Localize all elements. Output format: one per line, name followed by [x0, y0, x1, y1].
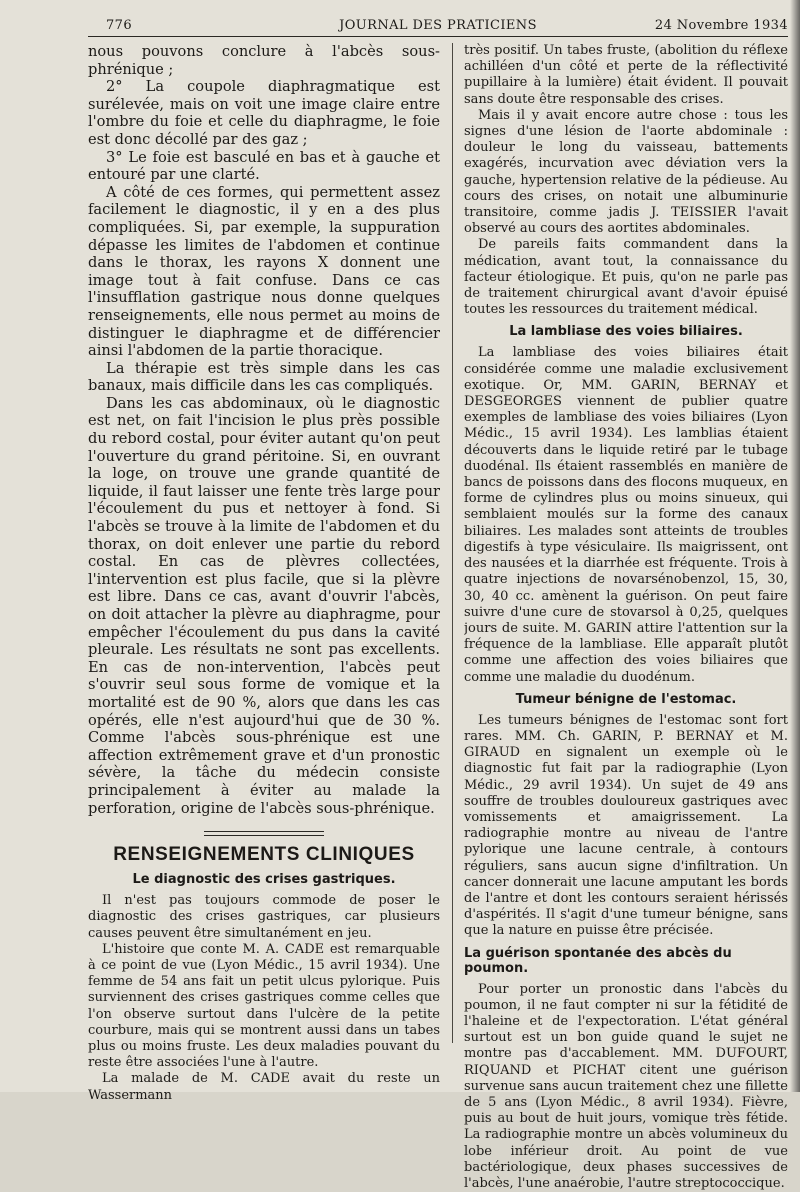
- paragraph: L'histoire que conte M. A. CADE est remarquable à ce point de vue (Lyon Médic., 15 avril 1934). Une femme de 54 ans fait un petit ulcus pylorique. Puis surviennent des crises gastriques comme celles que l'on observe surtout dans l'ulcère de la petite courbure, mais qui se montrent aussi dans un tabes plus ou moins fruste. Les deux maladies pouvant du reste être associées l'une à l'autre.: [88, 941, 440, 1071]
- page-number: 776: [106, 18, 133, 33]
- paragraph: La lambliase des voies biliaires était considérée comme une maladie exclusivement exotique. Or, MM. GARIN, BERNAY et DESGEORGES viennent de publier quatre exemples de lambliase des voies biliaires (Lyon Médic., 15 avril 1934). Les lamblias étaient découverts dans le liquide retiré par le tubage duodénal. Ils étaient rassemblés en manière de bancs de poissons dans des flocons muqueux, en forme de cylindres plus ou moins sinueux, qui semblaient moulés sur la forme des canaux biliaires. Les malades sont atteints de troubles digestifs à type vésiculaire. Ils maigrissent, ont des nausées et la diarrhée est fréquente. Trois à quatre injections de novarsénobenzol, 15, 30, 30, 40 cc. amènent la guérison. On peut faire suivre d'une cure de stovarsol à 0,25, quelques jours de suite. M. GARIN attire l'attention sur la fréquence de la lambliase. Elle apparaît plutôt comme une affection des voies biliaires que comme une maladie du duodénum.: [464, 345, 788, 685]
- paragraph: 3° Le foie est basculé en bas et à gauche et entouré par une clarté.: [88, 148, 440, 184]
- column-divider: [452, 43, 453, 1043]
- paragraph: Les tumeurs bénignes de l'estomac sont fort rares. MM. Ch. GARIN, P. BERNAY et M. GIRAUD en signalent un exemple où le diagnostic fut fait par la radiographie (Lyon Médic., 29 avril 1934). Un sujet de 49 ans souffre de troubles douloureux gastriques avec vomissements et amaigrissement. La radiographie montre au niveau de l'antre pylorique une lacune centrale, à contours réguliers, sans aucun signe d'infiltration. Un cancer donnerait une lacune amputant les bords de l'antre et dont les contours seraient hérissés d'aspérités. Il s'agit d'une tumeur bénigne, sans que la nature en puisse être précisée.: [464, 712, 788, 939]
- paragraph: Il n'est pas toujours commode de poser le diagnostic des crises gastriques, car plusieurs causes peuvent être simultanément en jeu.: [88, 893, 440, 941]
- paragraph: A côté de ces formes, qui permettent assez facilement le diagnostic, il y en a des plus compliquées. Si, par exemple, la suppuration dépasse les limites de l'abdomen et continue dans le thorax, les rayons X donnent une image tout à fait confuse. Dans ce cas l'insufflation gastrique nous donne quelques renseignements, elle nous permet au moins de distinguer le diaphragme et de différencier ainsi l'abdomen de la partie thoracique.: [88, 183, 440, 360]
- paragraph: Pour porter un pronostic dans l'abcès du poumon, il ne faut compter ni sur la fétidité de l'haleine et de l'expectoration. L'état général surtout est un bon guide quand le sujet ne montre pas d'accablement. MM. DUFOURT, RIQUAND et PICHAT citent une guérison survenue sans aucun traitement chez une fillette de 5 ans (Lyon Médic., 8 avril 1934). Fièvre, puis au bout de huit jours, vomique très fétide. La radiographie montre un abcès volumineux du lobe inférieur droit. Au point de vue bactériologique, deux phases successives de l'abcès, l'une anaérobie, l'autre streptococcique.: [464, 981, 788, 1191]
- paragraph: très positif. Un tabes fruste, (abolition du réflexe achilléen d'un côté et perte de la réflectivité pupillaire à la lumière) était évident. Il pouvait sans doute être responsable des crises.: [464, 43, 788, 107]
- paragraph: nous pouvons conclure à l'abcès sous-phrénique ;: [88, 43, 440, 78]
- journal-title: JOURNAL DES PRATICIENS: [339, 18, 537, 33]
- left-column: [88, 43, 440, 1104]
- right-column: [464, 43, 788, 1192]
- section-divider: [204, 831, 324, 836]
- paragraph: De pareils faits commandent dans la médication, avant tout, la connaissance du facteur étiologique. Et puis, qu'on ne parle pas de traitement chirurgical avant d'avoir épuisé toutes les ressources du traitement médical.: [464, 237, 788, 318]
- two-column-body: [88, 43, 794, 1191]
- paragraph: 2° La coupole diaphragmatique est surélevée, mais on voit une image claire entre l'ombre du foie et celle du diaphragme, le foie est donc décollé par des gaz ;: [88, 78, 440, 148]
- paragraph: La malade de M. CADE avait du reste un Wassermann: [88, 1071, 440, 1103]
- paragraph: Mais il y avait encore autre chose : tous les signes d'une lésion de l'aorte abdominale : douleur le long du vaisseau, battements exagérés, incurvation avec déviation vers la gauche, hypertension relative de la pédieuse. Au cours des crises, on notait une albuminurie transitoire, comme jadis J. TEISSIER l'avait observé au cours des aortites abdominales.: [464, 107, 788, 237]
- section-title: RENSEIGNEMENTS CLINIQUES: [113, 844, 415, 866]
- subheading: La lambliase des voies biliaires.: [509, 324, 743, 340]
- subheading: Tumeur bénigne de l'estomac.: [515, 691, 737, 707]
- page-header: [88, 14, 788, 37]
- subheading: La guérison spontanée des abcès du poumon.: [464, 945, 732, 976]
- paragraph: La thérapie est très simple dans les cas banaux, mais difficile dans les cas compliqués.: [88, 359, 440, 395]
- issue-date: 24 Novembre 1934: [654, 18, 788, 33]
- page-edge-shadow: [790, 0, 800, 1092]
- paragraph: Dans les cas abdominaux, où le diagnostic est net, on fait l'incision le plus près possible du rebord costal, pour éviter autant qu'on peut l'ouverture du grand péritoine. Si, en ouvrant la loge, on trouve une grande quantité de liquide, il faut laisser une fente très large pour l'écoulement du pus et nettoyer à fond. Si l'abcès se trouve à la limite de l'abdomen et du thorax, on doit enlever une partie du rebord costal. En cas de plèvres collectées, l'intervention est plus facile, que si la plèvre est libre. Dans ce cas, avant d'ouvrir l'abcès, on doit attacher la plèvre au diaphragme, pour empêcher l'écoulement du pus dans la cavité pleurale. Les résultats ne sont pas excellents. En cas de non-intervention, l'abcès peut s'ouvrir seul sous forme de vomique et la mortalité est de 90 %, alors que dans les cas opérés, elle n'est aujourd'hui que de 30 %. Comme l'abcès sous-phrénique est une affection extrêmement grave et d'un pronostic sévère, la tâche du médecin consiste principalement à éviter au malade la perforation, origine de l'abcès sous-phrénique.: [88, 394, 440, 817]
- subheading: Le diagnostic des crises gastriques.: [132, 872, 396, 888]
